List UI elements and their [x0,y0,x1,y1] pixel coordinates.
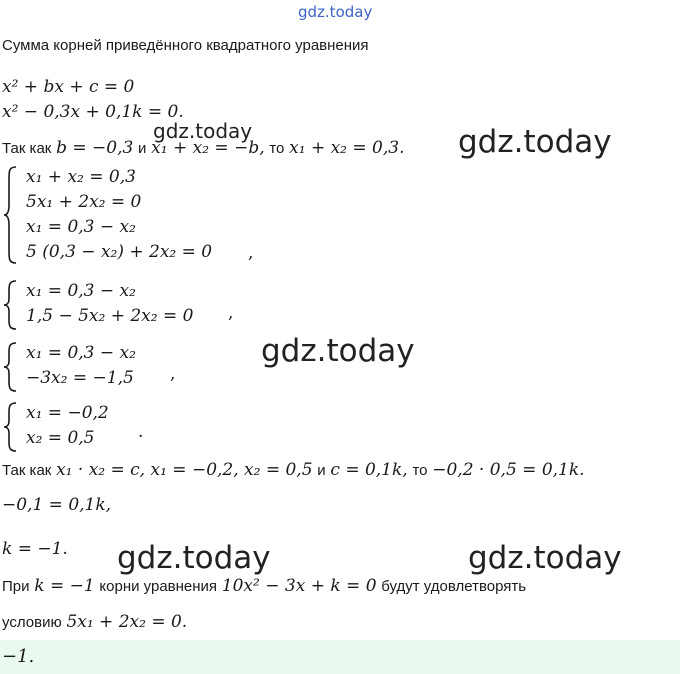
watermark-top: gdz.today [298,3,373,21]
system-row: x₁ = 0,3 − x₂ [26,343,136,363]
system-row: x₁ = 0,3 − x₂ [26,217,136,237]
watermark: gdz.today [468,540,622,576]
text-since: Так как [2,462,52,479]
system-row: 5x₁ + 2x₂ = 0 [26,192,142,212]
equation-k-2: k = −1. [2,539,68,559]
expr-sum: x₁ + x₂ = −b, [151,138,265,158]
watermark: gdz.today [261,333,415,369]
trailing-period: . [138,422,144,442]
text-since: Так как [2,140,52,157]
watermark: gdz.today [153,119,253,143]
expr-equation: 10x² − 3x + k = 0 [221,576,377,596]
system-row: x₂ = 0,5 [26,428,95,448]
system-row: −3x₂ = −1,5 [26,368,134,388]
text-then: то [412,462,428,479]
expr-c: c = 0,1k, [330,460,408,480]
text-roots: корни уравнения [99,578,218,595]
text-and: и [138,140,147,157]
expr-b: b = −0,3 [56,138,134,158]
system-row: 5 (0,3 − x₂) + 2x₂ = 0 [26,242,213,262]
text-satisfy: будут удовлетворять [381,578,527,595]
heading: Сумма корней приведённого квадратного уравнения [2,37,369,54]
trailing-comma: , [248,243,254,263]
answer-box [0,640,680,674]
brace-icon [2,279,22,331]
brace-icon [2,165,22,265]
equation-general: x² + bx + c = 0 [2,77,135,97]
expr-product: x₁ · x₂ = c, x₁ = −0,2, x₂ = 0,5 [56,460,313,480]
expr-condition: 5x₁ + 2x₂ = 0. [66,612,188,632]
expr-sum-value: x₁ + x₂ = 0,3. [289,138,405,158]
system-row: x₁ + x₂ = 0,3 [26,167,136,187]
trailing-comma: , [228,303,234,323]
text-when: При [2,578,30,595]
text-then: то [269,140,285,157]
statement-since-b [2,137,405,160]
brace-icon [2,341,22,393]
brace-icon [2,401,22,453]
conclusion-line-1 [2,575,526,598]
expr-calc: −0,2 · 0,5 = 0,1k. [432,460,585,480]
answer-value: −1. [2,646,35,667]
watermark: gdz.today [117,540,271,576]
equation-given: x² − 0,3x + 0,1k = 0. [2,102,184,122]
expr-k: k = −1 [34,576,95,596]
system-row: 1,5 − 5x₂ + 2x₂ = 0 [26,306,194,326]
statement-product [2,459,585,482]
text-condition: условию [2,614,62,631]
system-row: x₁ = −0,2 [26,403,109,423]
conclusion-line-2 [2,611,187,634]
system-row: x₁ = 0,3 − x₂ [26,281,136,301]
equation-k-1: −0,1 = 0,1k, [2,495,112,515]
trailing-comma: , [170,364,176,384]
watermark: gdz.today [458,124,612,160]
text-and: и [317,462,326,479]
